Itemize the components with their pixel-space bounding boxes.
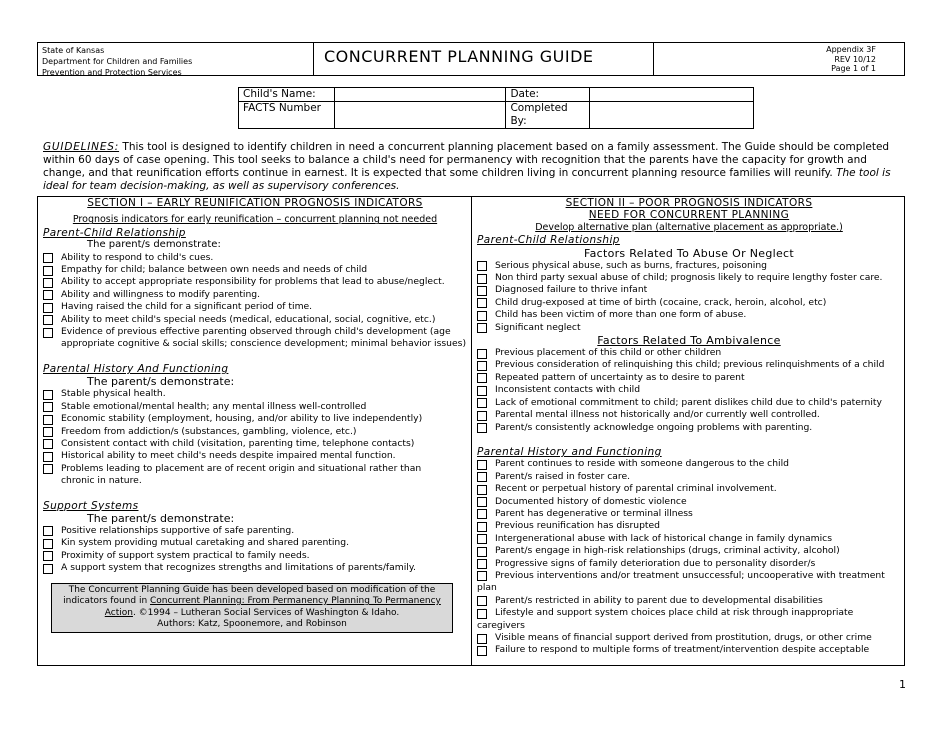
checklist-item xyxy=(477,632,901,644)
checklist-item xyxy=(477,309,901,321)
item-text: Lifestyle and support system choices place child at risk through inappropriate caregivers xyxy=(477,607,854,631)
checklist-item xyxy=(43,276,467,288)
checkbox[interactable] xyxy=(477,559,487,569)
checklist-item xyxy=(477,322,901,334)
checklist-item xyxy=(43,537,467,549)
item-text: Previous placement of this child or other children xyxy=(495,347,722,359)
item-text: Stable emotional/mental health; any mental illness well-controlled xyxy=(61,400,367,412)
date-label: Date: xyxy=(506,88,590,102)
item-text: Documented history of domestic violence xyxy=(495,495,687,507)
checklist-item xyxy=(477,533,901,545)
checklist-item xyxy=(477,483,901,495)
checkbox[interactable] xyxy=(477,274,487,284)
item-text: Economic stability (employment, housing, and/or ability to live independently) xyxy=(61,413,423,425)
header-org xyxy=(38,43,314,75)
item-text: Ability to meet child's special needs (medical, educational, social, cognitive, etc.) xyxy=(61,313,436,325)
revision-label: REV 10/12 xyxy=(834,54,876,64)
checkbox[interactable] xyxy=(43,539,53,549)
checklist-item xyxy=(477,359,901,371)
item-text: Consistent contact with child (visitation, parenting time, telephone contacts) xyxy=(61,437,415,449)
item-text: Inconsistent contacts with child xyxy=(495,384,641,396)
completed-by-label xyxy=(506,102,590,129)
item-text: Kin system providing mutual caretaking and shared parenting. xyxy=(61,537,349,549)
checkbox[interactable] xyxy=(477,534,487,544)
s2-ambivalence-heading: Factors Related To Ambivalence xyxy=(597,334,781,348)
item-text: Repeated pattern of uncertainty as to desire to parent xyxy=(495,371,745,383)
org-line: Prevention and Protection Services xyxy=(42,68,182,77)
item-text: Child has been victim of more than one form of abuse. xyxy=(495,309,747,321)
checkbox[interactable] xyxy=(43,427,53,437)
item-text: Ability and willingness to modify parenting. xyxy=(61,288,261,300)
checklist-item xyxy=(477,347,901,359)
checkbox[interactable] xyxy=(477,386,487,396)
checkbox[interactable] xyxy=(43,415,53,425)
checklist-item xyxy=(477,458,901,470)
checkbox[interactable] xyxy=(477,311,487,321)
completed-label: Completed xyxy=(510,102,568,114)
checklist-item xyxy=(477,284,901,296)
checkbox[interactable] xyxy=(43,526,53,536)
checklist-item xyxy=(43,438,467,450)
child-info-table xyxy=(238,87,754,129)
checkbox[interactable] xyxy=(43,464,53,474)
checklist-item xyxy=(43,562,467,574)
checkbox[interactable] xyxy=(477,323,487,333)
item-text: Empathy for child; balance between own needs and needs of child xyxy=(61,264,368,276)
s1-pcr-heading: Parent-Child Relationship xyxy=(43,226,186,239)
checkbox[interactable] xyxy=(43,390,53,400)
item-text: Failure to respond to multiple forms of treatment/intervention despite acceptable xyxy=(495,644,870,656)
header-box xyxy=(37,42,905,76)
checklist-item xyxy=(477,372,901,384)
guidelines-paragraph xyxy=(43,141,905,193)
checkbox[interactable] xyxy=(477,349,487,359)
checklist-item xyxy=(477,570,901,595)
section-2-title-2: NEED FOR CONCURRENT PLANNING xyxy=(588,209,790,222)
item-text: Significant neglect xyxy=(495,321,581,333)
item-text: Parental mental illness not historically and/or currently well controlled. xyxy=(495,409,820,421)
section-1-title: SECTION I – EARLY REUNIFICATION PROGNOSIS INDICATORS xyxy=(87,197,423,209)
checkbox[interactable] xyxy=(477,261,487,271)
s1-support-heading: Support Systems xyxy=(43,499,139,512)
checklist-item xyxy=(477,508,901,520)
checkbox[interactable] xyxy=(477,646,487,656)
checkbox[interactable] xyxy=(477,634,487,644)
item-text: Intergenerational abuse with lack of historical change in family dynamics xyxy=(495,532,833,544)
checklist-item xyxy=(43,301,467,313)
appendix-label: Appendix 3F xyxy=(826,45,876,54)
item-text: Evidence of previous effective parenting observed through child's development (age appropriate cognitive & social skills; conscience development; minimal behavior issues) xyxy=(61,326,467,350)
section-2-column xyxy=(477,197,901,657)
item-text: Parent/s consistently acknowledge ongoing problems with parenting. xyxy=(495,421,813,433)
checklist-item xyxy=(43,401,467,413)
header-meta xyxy=(654,43,904,75)
item-text: Child drug-exposed at time of birth (cocaine, crack, heroin, alcohol, etc) xyxy=(495,296,827,308)
checklist-item xyxy=(477,409,901,421)
checklist-item xyxy=(43,326,467,351)
checkbox[interactable] xyxy=(477,472,487,482)
item-text: Visible means of financial support derived from prostitution, drugs, or other crime xyxy=(495,632,872,643)
checklist-item xyxy=(477,558,901,570)
checklist-item xyxy=(43,525,467,537)
section-2-subtitle: Develop alternative plan (alternative placement as appropriate.) xyxy=(535,221,843,233)
item-text: Positive relationships supportive of safe parenting. xyxy=(61,524,295,536)
checklist-item xyxy=(477,384,901,396)
checkbox[interactable] xyxy=(477,522,487,532)
item-text: Proximity of support system practical to family needs. xyxy=(61,549,310,561)
checklist-item xyxy=(477,545,901,557)
checklist-item xyxy=(477,397,901,409)
item-text: Previous consideration of relinquishing this child; previous relinquishments of a child xyxy=(495,359,885,371)
checklist-item xyxy=(477,272,901,284)
checklist-item xyxy=(43,252,467,264)
checkbox[interactable] xyxy=(43,452,53,462)
item-text: Non third party sexual abuse of child; prognosis likely to require lengthy foster care. xyxy=(495,272,883,284)
document-title: CONCURRENT PLANNING GUIDE xyxy=(314,43,654,75)
item-text: Progressive signs of family deterioration due to personality disorder/s xyxy=(495,557,816,569)
item-text: Stable physical health. xyxy=(61,388,166,400)
item-text: Historical ability to meet child's needs despite impaired mental function. xyxy=(61,450,396,462)
checkbox[interactable] xyxy=(43,315,53,325)
item-text: Parent/s restricted in ability to parent due to developmental disabilities xyxy=(495,594,823,606)
checkbox[interactable] xyxy=(43,290,53,300)
facts-number-label: FACTS Number xyxy=(239,102,335,129)
checklist-item xyxy=(477,260,901,272)
s1-support-demonstrate: The parent/s demonstrate: xyxy=(87,511,235,525)
checkbox[interactable] xyxy=(43,439,53,449)
item-text: Serious physical abuse, such as burns, fractures, poisoning xyxy=(495,259,767,271)
checkbox[interactable] xyxy=(477,485,487,495)
page-number: 1 xyxy=(899,678,906,691)
checkbox[interactable] xyxy=(477,398,487,408)
credit-authors: Authors: Katz, Spoonemore, and Robinson xyxy=(157,619,347,630)
item-text: Previous interventions and/or treatment unsuccessful; uncooperative with treatment plan xyxy=(477,569,885,594)
s2-abuse-heading: Factors Related To Abuse Or Neglect xyxy=(583,246,795,260)
checklist-item xyxy=(477,520,901,532)
checkbox[interactable] xyxy=(43,278,53,288)
checklist-item xyxy=(477,297,901,309)
checkbox[interactable] xyxy=(477,460,487,470)
checkbox[interactable] xyxy=(477,609,487,619)
org-line: Department for Children and Families xyxy=(42,57,193,66)
checkbox[interactable] xyxy=(43,253,53,263)
checkbox[interactable] xyxy=(43,328,53,338)
checklist-item xyxy=(477,607,901,632)
checklist-item xyxy=(43,388,467,400)
sections-box xyxy=(37,196,905,666)
item-text: Ability to respond to child's cues. xyxy=(61,251,214,263)
credit-text: The Concurrent Planning Guide has been developed based on modification of the indicators found in xyxy=(63,584,436,607)
checklist-item xyxy=(43,550,467,562)
checklist-item xyxy=(43,413,467,425)
s2-phf-heading: Parental History and Functioning xyxy=(477,445,662,458)
checklist-item xyxy=(477,595,901,607)
checklist-item xyxy=(43,264,467,276)
checkbox[interactable] xyxy=(477,497,487,507)
checkbox[interactable] xyxy=(477,361,487,371)
column-divider xyxy=(471,197,472,665)
guidelines-italic-text: The tool is ideal for team decision-making, as well as supervisory conferences. xyxy=(43,167,891,192)
org-line: State of Kansas xyxy=(42,46,105,55)
guidelines-text: This tool is designed to identify children in need a concurrent planning placement based on a family assessment. The Guide should be completed within 60 days of case opening. This tool seeks to balance a child's need for permanency with recognition that the parents have the capacity for growth and change, and that reunification efforts continue in earnest. It is expected that some children living in concurrent planning resource families will reunify. xyxy=(43,141,890,179)
checkbox[interactable] xyxy=(43,303,53,313)
item-text: Lack of emotional commitment to child; parent dislikes child due to child's paternity xyxy=(495,396,882,408)
item-text: Freedom from addiction/s (substances, gambling, violence, etc.) xyxy=(61,425,357,437)
checklist-item xyxy=(477,422,901,434)
item-text: Parent continues to reside with someone dangerous to the child xyxy=(495,458,789,470)
facts-number-field[interactable] xyxy=(334,102,506,129)
s1-pcr-demonstrate: The parent/s demonstrate: xyxy=(87,239,221,251)
checkbox[interactable] xyxy=(477,373,487,383)
checkbox[interactable] xyxy=(43,564,53,574)
by-label: By: xyxy=(510,115,527,127)
checkbox[interactable] xyxy=(43,402,53,412)
checklist-item xyxy=(43,314,467,326)
checklist-item xyxy=(477,471,901,483)
checkbox[interactable] xyxy=(43,551,53,561)
checkbox[interactable] xyxy=(477,423,487,433)
checklist-item xyxy=(477,644,901,656)
item-text: Ability to accept appropriate responsibility for problems that lead to abuse/neglect. xyxy=(61,276,445,288)
credit-source-title: Concurrent Planning: From Permanency Planning To Permanency Action xyxy=(104,596,441,618)
section-1-subtitle: Prognosis indicators for early reunification – concurrent planning not needed xyxy=(72,214,438,226)
section-2-title: SECTION II – POOR PROGNOSIS INDICATORS xyxy=(565,197,813,209)
checkbox[interactable] xyxy=(477,571,487,581)
checkbox[interactable] xyxy=(43,266,53,276)
checklist-item xyxy=(43,426,467,438)
credit-box xyxy=(51,583,453,633)
item-text: Parent/s engage in high-risk relationships (drugs, criminal activity, alcohol) xyxy=(495,545,840,557)
credit-copyright: . ©1994 – Lutheran Social Services of Washington & Idaho. xyxy=(132,607,400,618)
completed-by-field[interactable] xyxy=(590,102,754,129)
childs-name-label: Child's Name: xyxy=(239,88,335,102)
item-text: Parent has degenerative or terminal illness xyxy=(495,507,693,519)
item-text: A support system that recognizes strengths and limitations of parents/family. xyxy=(61,562,416,574)
checkbox[interactable] xyxy=(477,298,487,308)
guidelines-label: GUIDELINES: xyxy=(43,141,120,153)
item-text: Having raised the child for a significant period of time. xyxy=(61,301,313,313)
checklist-item xyxy=(43,289,467,301)
checkbox[interactable] xyxy=(477,286,487,296)
date-field[interactable] xyxy=(590,88,754,102)
item-text: Parent/s raised in foster care. xyxy=(495,470,631,482)
page-of-label: Page 1 of 1 xyxy=(831,64,876,73)
checkbox[interactable] xyxy=(477,596,487,606)
checkbox[interactable] xyxy=(477,547,487,557)
checkbox[interactable] xyxy=(477,411,487,421)
childs-name-field[interactable] xyxy=(334,88,506,102)
s1-phf-heading: Parental History And Functioning xyxy=(43,362,229,375)
item-text: Previous reunification has disrupted xyxy=(495,520,661,532)
item-text: Problems leading to placement are of recent origin and situational rather than chronic in nature. xyxy=(61,462,422,487)
checkbox[interactable] xyxy=(477,509,487,519)
checklist-item xyxy=(43,450,467,462)
item-text: Recent or perpetual history of parental criminal involvement. xyxy=(495,483,777,495)
item-text: Diagnosed failure to thrive infant xyxy=(495,284,648,296)
checklist-item xyxy=(477,496,901,508)
s1-phf-demonstrate: The parent/s demonstrate: xyxy=(87,375,235,389)
checklist-item xyxy=(43,463,467,488)
section-1-column xyxy=(43,197,467,633)
s2-pcr-heading: Parent-Child Relationship xyxy=(477,234,620,247)
